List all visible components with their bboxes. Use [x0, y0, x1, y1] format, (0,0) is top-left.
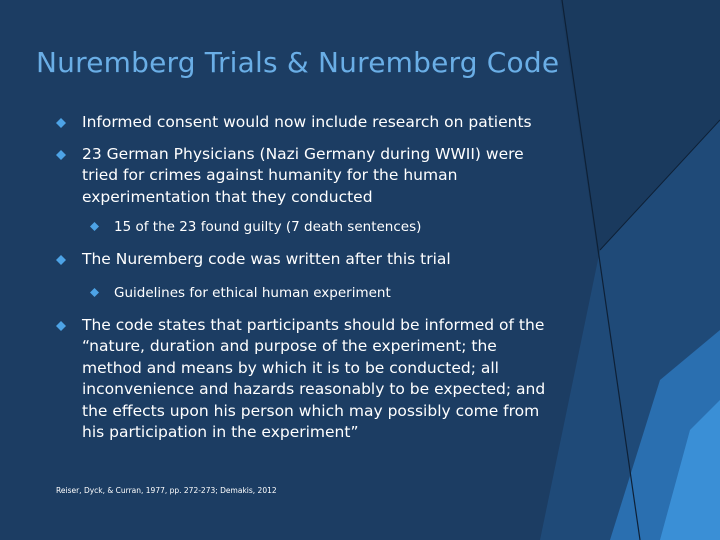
diamond-bullet-icon — [56, 150, 66, 160]
diamond-bullet-icon — [56, 118, 66, 128]
sub-bullet-item: Guidelines for ethical human experiment — [90, 284, 556, 302]
bullet-list — [56, 112, 556, 444]
bullet-item: 23 German Physicians (Nazi Germany during WWII) were tried for crimes against humanity for the human experimentation that they conducted — [56, 144, 556, 209]
diamond-bullet-icon — [56, 255, 66, 265]
citation: Reiser, Dyck, & Curran, 1977, pp. 272-273; Demakis, 2012 — [56, 486, 277, 495]
slide-title: Nuremberg Trials & Nuremberg Code — [36, 46, 560, 79]
bullet-item: The Nuremberg code was written after this trial — [56, 249, 556, 271]
bullet-item: The code states that participants should be informed of the “nature, duration and purpose of the experiment; the method and means by which it is to be conducted; all inconvenience and hazards reasonably to be expected; and the effects upon his person which may possibly come from his participation in the experiment” — [56, 315, 556, 444]
diamond-bullet-icon — [90, 222, 99, 231]
bullet-item: Informed consent would now include research on patients — [56, 112, 556, 134]
diamond-bullet-icon — [56, 321, 66, 331]
sub-bullet-item: 15 of the 23 found guilty (7 death sentences) — [90, 218, 556, 236]
diamond-bullet-icon — [90, 288, 99, 297]
